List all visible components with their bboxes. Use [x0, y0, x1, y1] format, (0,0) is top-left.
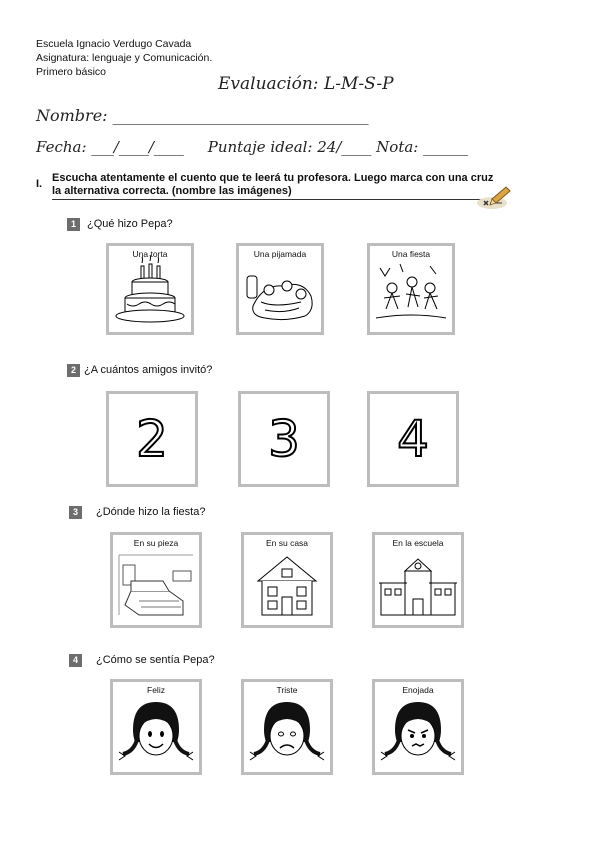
question-4-text: ¿Cómo se sentía Pepa? [96, 654, 215, 666]
question-3-text: ¿Dónde hizo la fiesta? [96, 506, 206, 518]
party-icon [370, 246, 452, 332]
option-label: En la escuela [392, 538, 444, 548]
option-school[interactable] [372, 532, 464, 628]
option-three[interactable] [238, 391, 330, 487]
option-label: En su pieza [133, 538, 179, 548]
question-2-text: ¿A cuántos amigos invitó? [84, 364, 213, 376]
angry-face-icon [375, 682, 461, 772]
option-label: En su casa [265, 538, 309, 548]
option-sad[interactable] [241, 679, 333, 775]
bedroom-icon [113, 535, 199, 625]
option-label: Una torta [132, 249, 168, 259]
question-4-number: 4 [69, 654, 82, 667]
date-score-line[interactable]: Fecha: ___/____/____ Puntaje ideal: 24/____ Nota: ______ [36, 138, 469, 156]
instruction-text: Escucha atentamente el cuento que te leerá tu profesora. Luego marca con una cruz la alternativa correcta. (nombre las imágenes) [52, 172, 494, 197]
option-two[interactable] [106, 391, 198, 487]
option-label: Enojada [402, 685, 434, 695]
question-3-number: 3 [69, 506, 82, 519]
number-2: 2 [136, 410, 168, 468]
option-house[interactable] [241, 532, 333, 628]
option-label: Feliz [147, 685, 165, 695]
option-angry[interactable] [372, 679, 464, 775]
subject-line: Asignatura: lenguaje y Comunicación. [36, 52, 213, 64]
number-3: 3 [268, 410, 300, 468]
question-2-number: 2 [67, 364, 80, 377]
name-field[interactable]: Nombre: ________________________________ [36, 106, 369, 125]
option-party[interactable] [367, 243, 455, 335]
sad-face-icon [244, 682, 330, 772]
number-three-icon [241, 394, 327, 484]
school-icon [375, 535, 461, 625]
grade-line: Primero básico [36, 66, 107, 78]
question-1-number: 1 [67, 218, 80, 231]
option-label: Una pijamada [253, 249, 307, 259]
school-name: Escuela Ignacio Verdugo Cavada [36, 38, 192, 50]
number-four-icon [370, 394, 456, 484]
instruction-number: I. [36, 178, 43, 190]
option-label: Una fiesta [391, 249, 431, 259]
page-title: Evaluación: L-M-S-P [218, 74, 394, 94]
sleepover-icon [239, 246, 321, 332]
cake-icon [109, 246, 191, 332]
house-icon [244, 535, 330, 625]
option-sleepover[interactable] [236, 243, 324, 335]
option-four[interactable] [367, 391, 459, 487]
option-cake[interactable] [106, 243, 194, 335]
option-label: Triste [276, 685, 298, 695]
number-4: 4 [397, 410, 429, 468]
instruction-divider [52, 199, 492, 200]
happy-face-icon [113, 682, 199, 772]
option-happy[interactable] [110, 679, 202, 775]
option-room[interactable] [110, 532, 202, 628]
pencil-icon [476, 183, 512, 216]
number-two-icon [109, 394, 195, 484]
question-1-text: ¿Qué hizo Pepa? [87, 218, 173, 230]
